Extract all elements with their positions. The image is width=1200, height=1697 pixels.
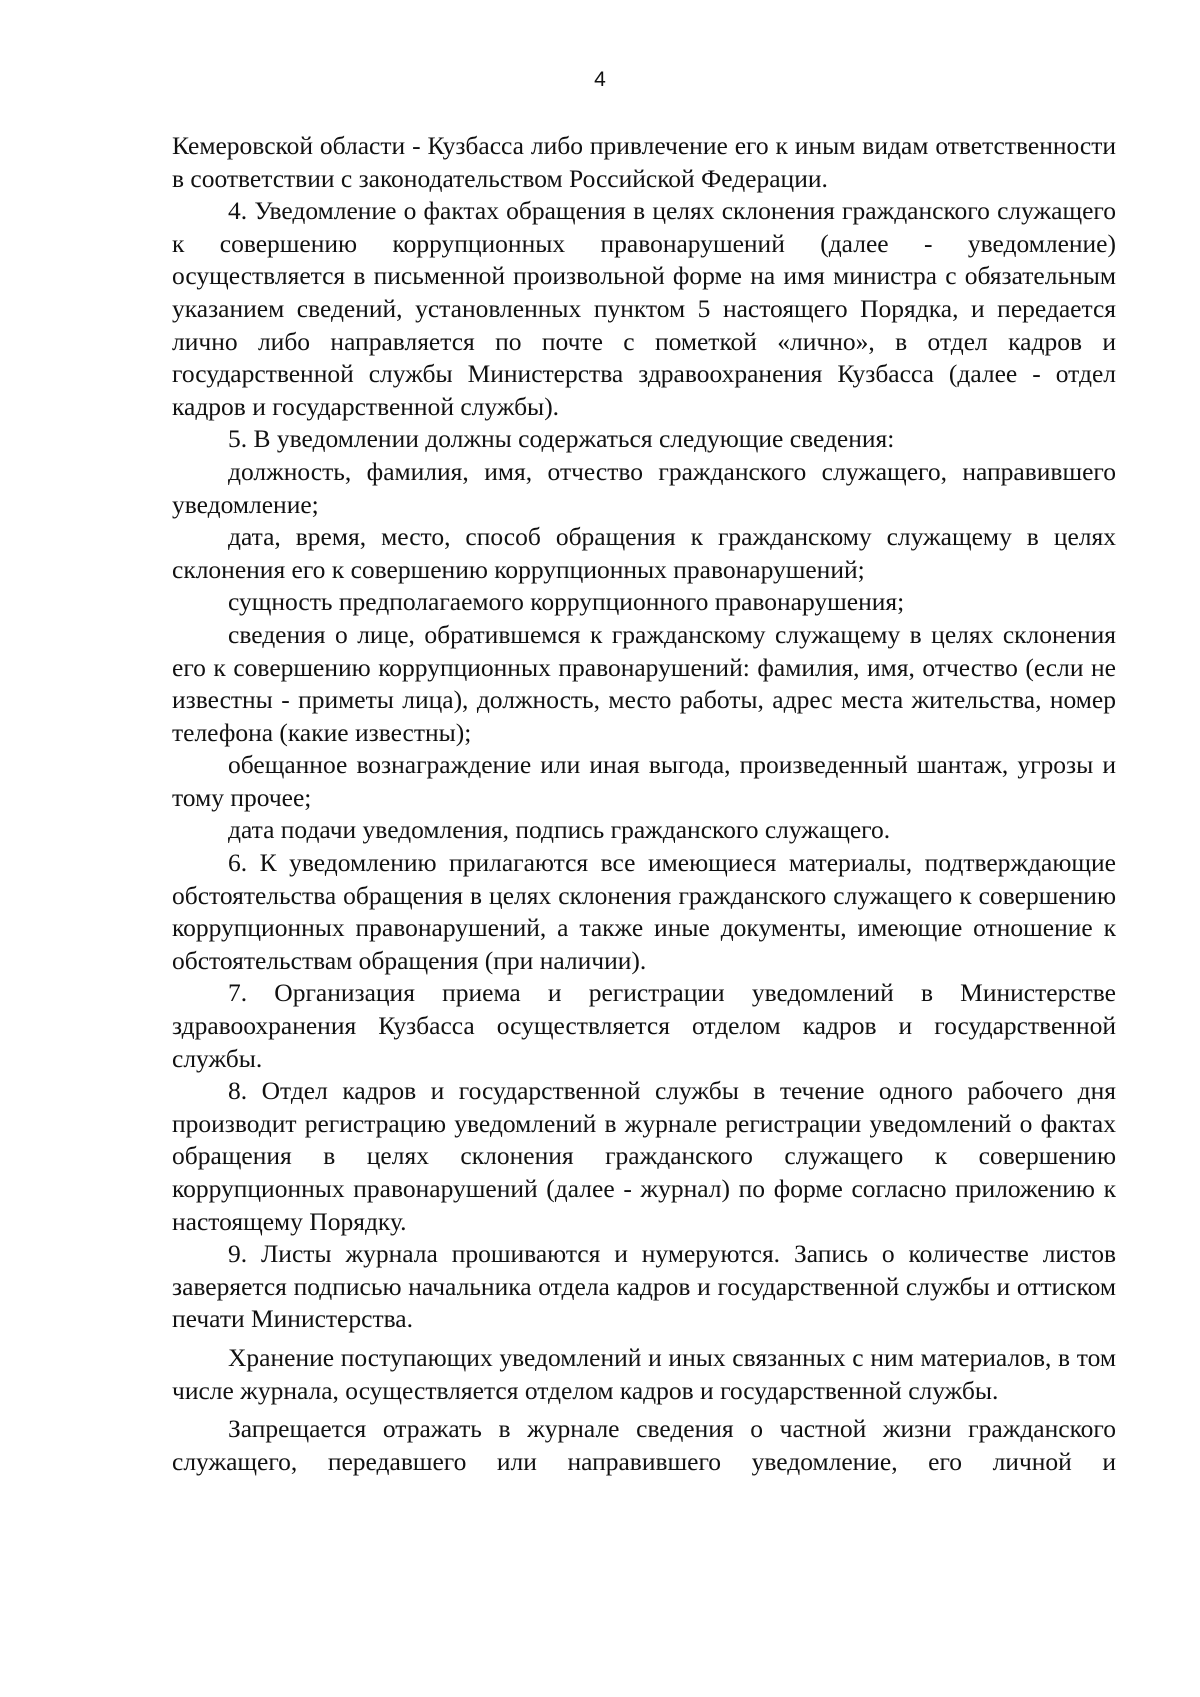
- paragraph-item-5-position: должность, фамилия, имя, отчество гражданского служащего, направившего уведомление;: [172, 456, 1116, 519]
- paragraph-storage: Хранение поступающих уведомлений и иных связанных с ним материалов, в том числе журнала, осуществляется отделом кадров и государственной службы.: [172, 1342, 1116, 1405]
- paragraph-continuation: Кемеровской области - Кузбасса либо привлечение его к иным видам ответственности в соответствии с законодательством Российской Федерации.: [172, 131, 1116, 193]
- paragraph-item-9: 9. Листы журнала прошиваются и нумеруются. Запись о количестве листов заверяется подписью начальника отдела кадров и государственной службы и оттиском печати Министерства.: [172, 1239, 1116, 1334]
- paragraph-item-5-person: сведения о лице, обратившемся к гражданскому служащему в целях склонения его к совершению коррупционных правонарушений: фамилия, имя, отчество (если не известны - приметы лица), должность, место работы, адрес места жительства, номер телефона (какие известны);: [172, 619, 1116, 747]
- paragraph-item-5-reward: обещанное вознаграждение или иная выгода, произведенный шантаж, угрозы и тому прочее;: [172, 750, 1116, 812]
- paragraph-item-5-essence: сущность предполагаемого коррупционного правонарушения;: [228, 587, 905, 617]
- page-number: 4: [594, 68, 606, 91]
- paragraph-prohibition: Запрещается отражать в журнале сведения о частной жизни гражданского служащего, передавшего или направившего уведомление, его личной и: [172, 1414, 1116, 1476]
- paragraph-item-4: 4. Уведомление о фактах обращения в целях склонения гражданского служащего к совершению коррупционных правонарушений (далее - уведомление) осуществляется в письменной произвольной форме на имя министра с обязательным указанием сведений, установленных пунктом 5 настоящего Порядка, и передается лично либо направляется по почте с пометкой «лично», в отдел кадров и государственной службы Министерства здравоохранения Кузбасса (далее - отдел кадров и государственной службы).: [172, 196, 1116, 421]
- paragraph-item-8: 8. Отдел кадров и государственной службы в течение одного рабочего дня производит регистрацию уведомлений в журнале регистрации уведомлений о фактах обращения в целях склонения гражданского служащего к совершению коррупционных правонарушений (далее - журнал) по форме согласно приложению к настоящему Порядку.: [172, 1076, 1116, 1236]
- paragraph-item-6: 6. К уведомлению прилагаются все имеющиеся материалы, подтверждающие обстоятельства обращения в целях склонения гражданского служащего к совершению коррупционных правонарушений, а также иные документы, имеющие отношение к обстоятельствам обращения (при наличии).: [172, 848, 1116, 975]
- paragraph-item-5: 5. В уведомлении должны содержаться следующие сведения:: [228, 424, 895, 454]
- paragraph-item-5-datetime: дата, время, место, способ обращения к гражданскому служащему в целях склонения его к совершению коррупционных правонарушений;: [172, 522, 1116, 584]
- paragraph-item-5-date-signature: дата подачи уведомления, подпись гражданского служащего.: [228, 815, 891, 845]
- document-body: [172, 130, 1116, 1478]
- paragraph-item-7: 7. Организация приема и регистрации уведомлений в Министерстве здравоохранения Кузбасса осуществляется отделом кадров и государственной службы.: [172, 978, 1116, 1073]
